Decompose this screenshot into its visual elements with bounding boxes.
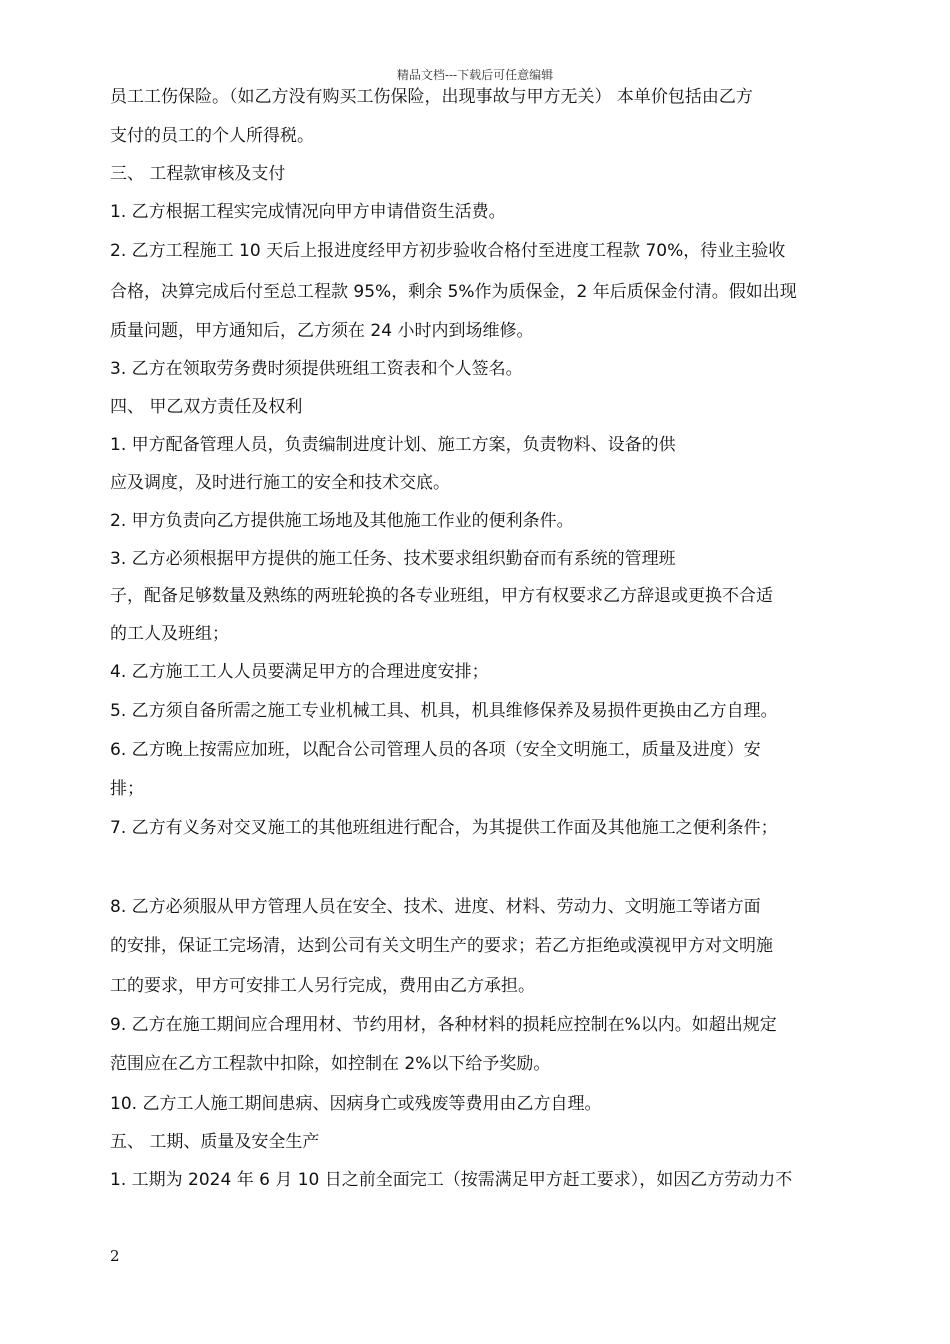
- text-line: 的工人及班组；: [110, 624, 229, 644]
- text-line: 子，配备足够数量及熟练的两班轮换的各专业班组，甲方有权要求乙方辞退或更换不合适: [110, 586, 773, 606]
- text-line: 的安排，保证工完场清，达到公司有关文明生产的要求；若乙方拒绝或漠视甲方对文明施: [110, 936, 773, 956]
- text-line: 5. 乙方须自备所需之施工专业机械工具、机具，机具维修保养及易损件更换由乙方自理。: [110, 701, 778, 721]
- text-line: 支付的员工的个人所得税。: [110, 126, 314, 146]
- text-line: 2. 乙方工程施工 10 天后上报进度经甲方初步验收合格付至进度工程款 70%，待业主验收: [110, 241, 786, 261]
- text-line: 质量问题，甲方通知后，乙方须在 24 小时内到场维修。: [110, 321, 534, 341]
- text-line: 应及调度，及时进行施工的安全和技术交底。: [110, 473, 450, 493]
- text-line: 1. 工期为 2024 年 6 月 10 日之前全面完工（按需满足甲方赶工要求），如因乙方劳动力不: [110, 1170, 793, 1190]
- text-line: 10. 乙方工人施工期间患病、因病身亡或残废等费用由乙方自理。: [110, 1094, 602, 1114]
- text-line: 范围应在乙方工程款中扣除，如控制在 2%以下给予奖励。: [110, 1054, 551, 1074]
- text-line: 6. 乙方晚上按需应加班，以配合公司管理人员的各项（安全文明施工，质量及进度）安: [110, 740, 761, 760]
- text-line: 工的要求，甲方可安排工人另行完成，费用由乙方承担。: [110, 976, 535, 996]
- text-line: 1. 乙方根据工程实完成情况向甲方申请借资生活费。: [110, 202, 506, 222]
- text-line: 合格，决算完成后付至总工程款 95%，剩余 5%作为质保金，2 年后质保金付清。假如出现: [110, 282, 797, 302]
- page-number: 2: [110, 1247, 120, 1265]
- text-line: 9. 乙方在施工期间应合理用材、节约用材，各种材料的损耗应控制在%以内。如超出规定: [110, 1015, 777, 1035]
- section-heading: 三、 工程款审核及支付: [110, 164, 286, 184]
- text-line: 3. 乙方必须根据甲方提供的施工任务、技术要求组织勤奋而有系统的管理班: [110, 549, 676, 569]
- text-line: 排；: [110, 779, 144, 799]
- section-heading: 四、 甲乙双方责任及权利: [110, 397, 303, 417]
- text-line: 4. 乙方施工工人人员要满足甲方的合理进度安排；: [110, 662, 489, 682]
- text-line: 8. 乙方必须服从甲方管理人员在安全、技术、进度、材料、劳动力、文明施工等诸方面: [110, 897, 761, 917]
- text-line: 7. 乙方有义务对交叉施工的其他班组进行配合，为其提供工作面及其他施工之便利条件；: [110, 818, 778, 838]
- section-heading: 五、 工期、质量及安全生产: [110, 1132, 320, 1152]
- text-line: 员工工伤保险。（如乙方没有购买工伤保险，出现事故与甲方无关） 本单价包括由乙方: [110, 87, 753, 107]
- text-line: 3. 乙方在领取劳务费时须提供班组工资表和个人签名。: [110, 359, 523, 379]
- text-line: 1. 甲方配备管理人员，负责编制进度计划、施工方案，负责物料、设备的供: [110, 435, 676, 455]
- page-header: 精品文档---下载后可任意编辑: [396, 68, 554, 82]
- text-line: 2. 甲方负责向乙方提供施工场地及其他施工作业的便利条件。: [110, 511, 574, 531]
